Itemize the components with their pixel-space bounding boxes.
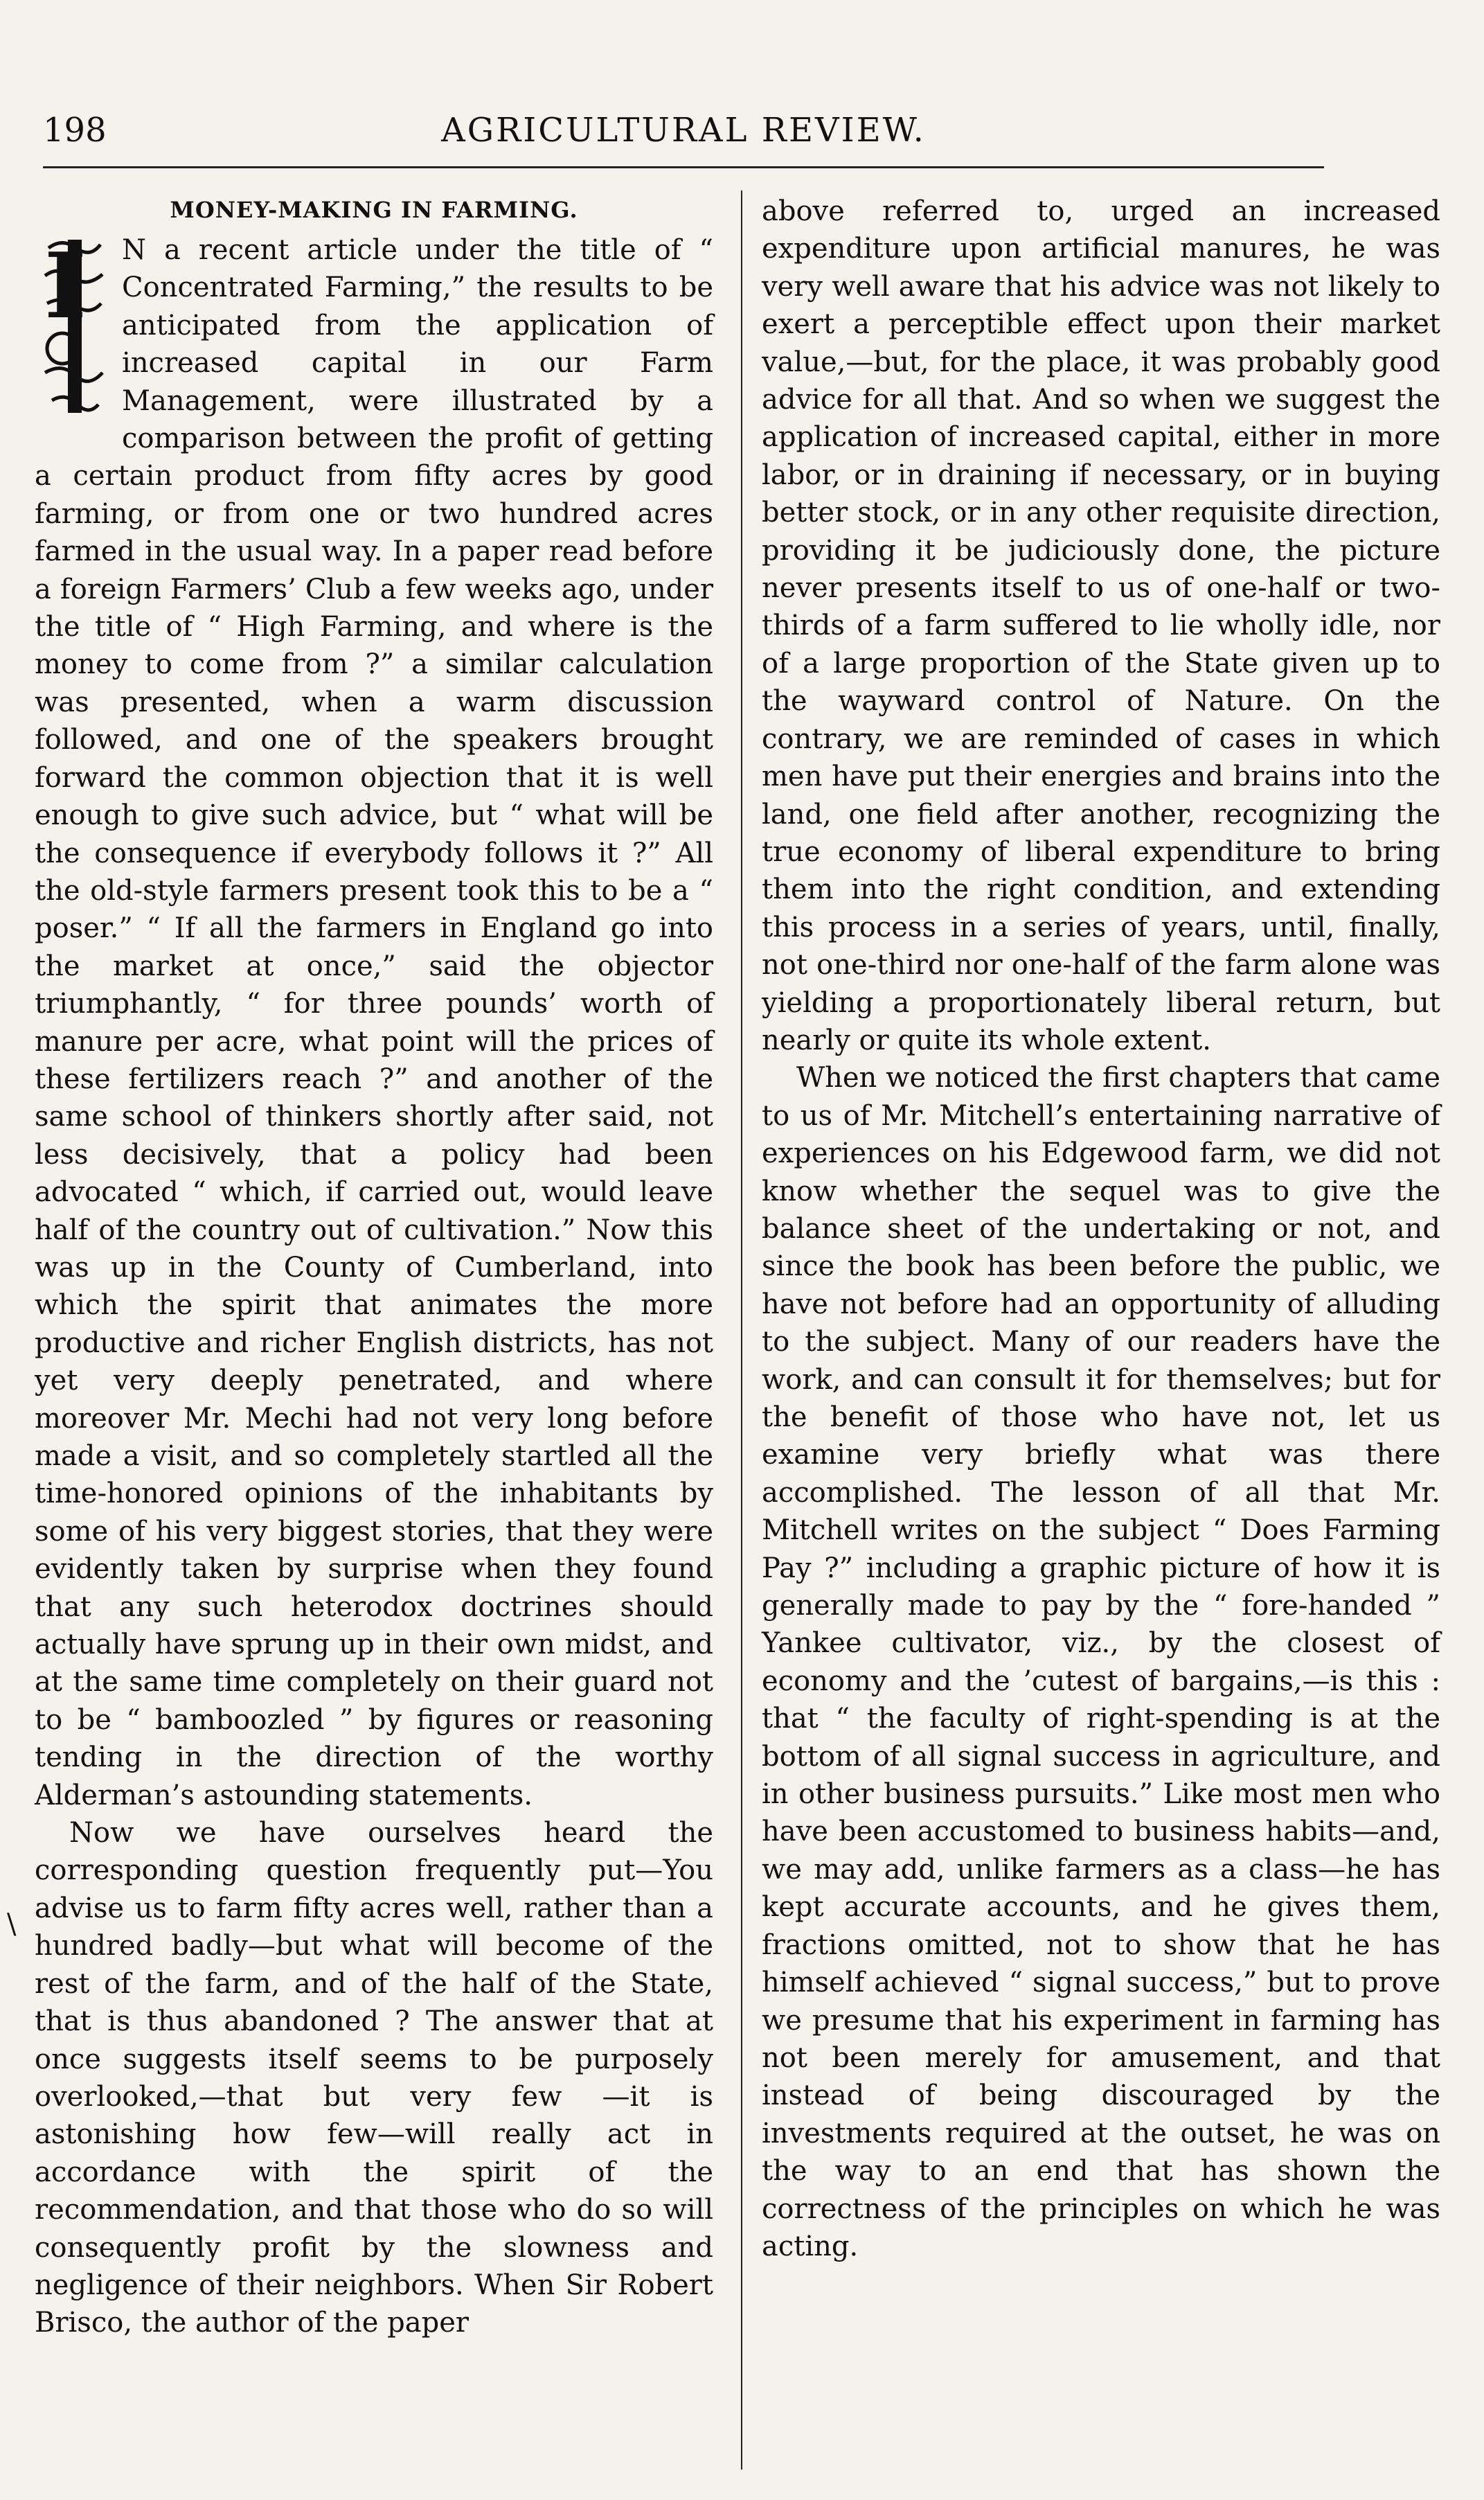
- paragraph-3: above referred to, urged an increased expenditure upon artificial manures, he was very well aware that his advice was not likely to exert a perceptible effect upon their market value,—but, for the place, it was probably good advice for all that. And so when we suggest the application of increased capital, either in more labor, or in draining if necessary, or in buying better stock, or in any other requisite direction, providing it be judiciously done, the picture never presents itself to us of one-half or two-thirds of a farm suffered to lie wholly idle, nor of a large proportion of the State given up to the wayward control of Nature. On the contrary, we are reminded of cases in which men have put their energies and brains into the land, one field after another, recognizing the true economy of liberal expenditure to bring them into the right condition, and extending this process in a series of years, until, finally, not one-third nor one-half of the farm alone was yielding a proportionately liberal return, but nearly or quite its whole extent.: [762, 195, 1440, 1056]
- dropcap-letter: I: [44, 233, 87, 339]
- running-title: AGRICULTURAL REVIEW.: [441, 111, 926, 150]
- column-divider: [741, 190, 742, 2470]
- page-header: [43, 111, 1324, 159]
- paragraph-4: When we noticed the first chapters that came to us of Mr. Mitchell’s entertaining narrative of experiences on his Edgewood farm, we did not know whether the sequel was to give the balance sheet of the undertaking or not, and since the book has been before the public, we have not before had an opportunity of alluding to the subject. Many of our readers have the work, and can consult it for themselves; but for the benefit of those who have not, let us examine very briefly what was there accomplished. The lesson of all that Mr. Mitchell writes on the subject “ Does Farming Pay ?” including a graphic picture of how it is generally made to pay by the “ fore-handed ” Yankee cultivator, viz., by the closest of economy and the ’cutest of bargains,—is this : that “ the faculty of right-spending is at the bottom of all signal success in agriculture, and in other business pursuits.” Like most men who have been accustomed to business habits—and, we may add, unlike farmers as a class—he has kept accurate accounts, and he gives them, fractions omitted, not to show that he has himself achieved “ signal success,” but to prove we presume that his experiment in farming has not been merely for amusement, and that instead of being discouraged by the investments required at the outset, he was on the way to an end that has shown the correctness of the principles on which he was acting.: [762, 1062, 1440, 2262]
- ornamental-dropcap: [35, 234, 112, 425]
- paragraph-1-text: N a recent article under the title of “ Concentrated Farming,” the results to be anticipated from the application of increased capital in our Farm Management, were illustrated by a comparison between the profit of getting a certain product from fifty acres by good farming, or from one or two hundred acres farmed in the usual way. In a paper read before a foreign Farmers’ Club a few weeks ago, under the title of “ High Farming, and where is the money to come from ?” a similar calculation was presented, when a warm discussion followed, and one of the speakers brought forward the common objection that it is well enough to give such advice, but “ what will be the consequence if everybody follows it ?” All the old-style farmers present took this to be a “ poser.” “ If all the farmers in England go into the market at once,” said the objector triumphantly, “ for three pounds’ worth of manure per acre, what point will the prices of these fertilizers reach ?” and another of the same school of thinkers shortly after said, not less decisively, that a policy had been advocated “ which, if carried out, would leave half of the country out of cultivation.” Now this was up in the County of Cumberland, into which the spirit that animates the more productive and richer English districts, has not yet very deeply penetrated, and where moreover Mr. Mechi had not very long before made a visit, and so completely startled all the time-honored opinions of the inhabitants by some of his very biggest stories, that they were evidently taken by surprise when they found that any such heterodox doctrines should actually have sprung up in their own midst, and at the same time completely on their guard not to be “ bamboozled ” by figures or reasoning tending in the direction of the worthy Alderman’s astounding statements.: [35, 234, 713, 1811]
- page-number: 198: [43, 111, 107, 150]
- right-column: [762, 193, 1440, 2265]
- article-title: MONEY-MAKING IN FARMING.: [170, 197, 578, 223]
- header-rule: [43, 166, 1324, 168]
- paragraph-1: [35, 231, 713, 1814]
- paragraph-2: Now we have ourselves heard the corresponding question frequently put—You advise us to farm fifty acres well, rather than a hundred badly—but what will become of the rest of the farm, and of the half of the State, that is thus abandoned ? The answer that at once suggests itself seems to be purposely overlooked,—that but very few —it is astonishing how few—will really act in accordance with the spirit of the recommendation, and that those who do so will consequently profit by the slowness and negligence of their neighbors. When Sir Robert Brisco, the author of the paper: [35, 1817, 713, 2339]
- left-column: [35, 193, 713, 2342]
- margin-mark: \: [7, 1908, 17, 1940]
